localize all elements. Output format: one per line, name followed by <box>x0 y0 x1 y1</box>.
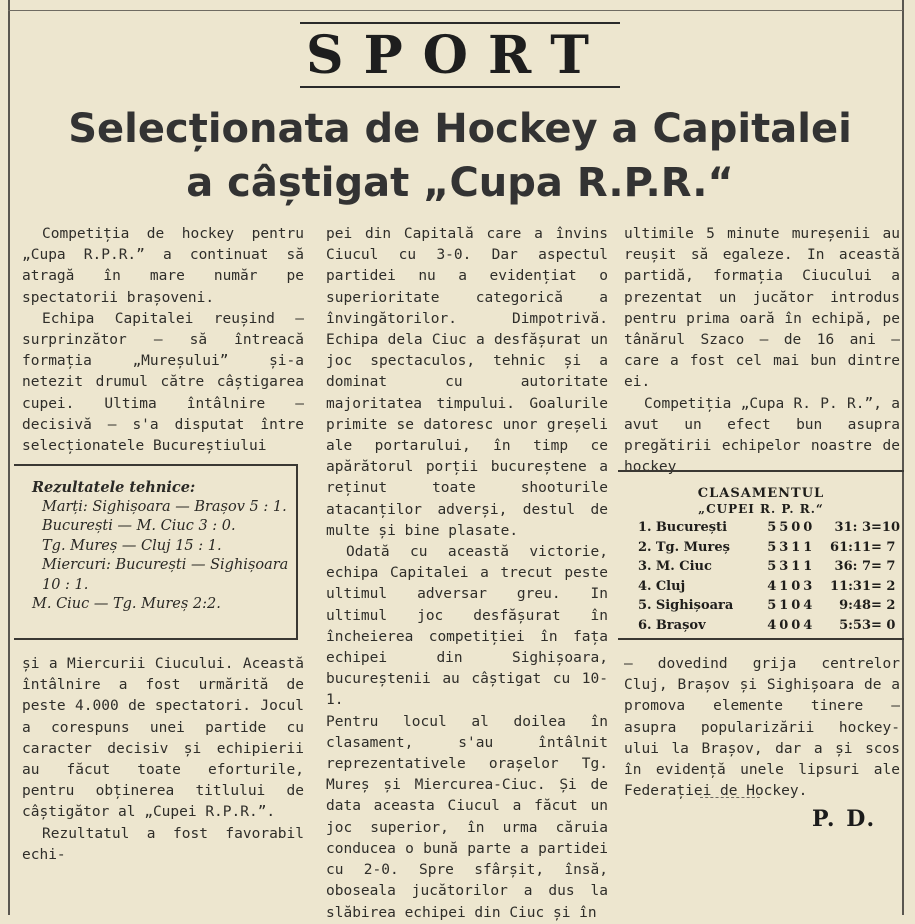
standings-cell-v: 0 <box>779 617 789 633</box>
top-rule <box>8 10 903 11</box>
results-box <box>14 464 298 640</box>
paragraph: ultimile 5 minute mureșenii au reușit să egaleze. In această partidă, formația Ciucului a prezentat un jucător introdus pentru prima oară în echipă, pe tânărul Szaco — de 16 ani — care a fost cel mai bun dintre ei. <box>624 226 900 391</box>
result-line: Tg. Mureș — Cluj 15 : 1. <box>42 537 222 554</box>
signature-dash <box>700 797 760 799</box>
standings-row <box>638 538 900 558</box>
standings-row <box>638 596 900 616</box>
standings-cell-v: 5 <box>779 520 789 536</box>
result-line: București — M. Ciuc 3 : 0. <box>42 518 236 534</box>
standings-cell-j: 5 <box>767 539 777 555</box>
standings-cell-team: Brașov <box>655 617 706 633</box>
standings-cell-v: 1 <box>779 578 789 594</box>
standings-subtitle: „CUPEI R. P. R.“ <box>698 502 824 516</box>
paragraph: și a Miercurii Ciucului. Această întâlnire a fost urmărită de peste 4.000 de spectatori. Jocul a corespuns unei partide cu caracter decisiv și echipierii au făcut toate eforturile, pentru obținerea titlului de câștigător al „Cupei R.P.R.”. <box>22 656 304 821</box>
result-line: Marți: Sighișoara — Brașov 5 : 1. <box>42 498 287 515</box>
standings-cell-team: București <box>655 520 728 536</box>
standings-cell-pts: 2 <box>886 598 896 614</box>
standings-cell-pts: 7 <box>886 559 896 575</box>
page-border-left <box>8 0 10 915</box>
standings-cell-goals: 5:53= <box>839 617 882 633</box>
standings-cell-pts: 7 <box>886 539 896 555</box>
paragraph: Echipa Capitalei reușind — surprinzător — să întreacă formația „Mureșului” și-a netezit drumul către câștigarea cupei. Ultima întâlnire — decisivă — s'a disputat între selecționatele Bucureștiului <box>22 310 304 455</box>
standings-box <box>618 470 904 640</box>
standings-cell-i: 1 <box>803 539 813 555</box>
standings-cell-goals: 31: 3= <box>834 520 882 536</box>
standings-cell-v: 1 <box>779 598 789 614</box>
standings-cell-pts: 0 <box>886 617 896 633</box>
standings-cell-j: 4 <box>767 617 777 633</box>
standings-table <box>638 518 900 635</box>
paragraph: Pentru locul al doilea în clasament, s'au întâlnit reprezentativele orașelor Tg. Mureș și Miercurea-Ciuc. Și de data aceasta Ciucul a făcut un joc superior, în urma căruia conducea o bună parte a partidei cu 2-0. Spre sfârșit, însă, oboseala jucătorilor a dus la slăbirea echipei din Ciuc și în <box>326 713 608 921</box>
standings-cell-goals: 9:48= <box>839 598 882 614</box>
standings-cell-e: 0 <box>791 578 801 594</box>
standings-cell-goals: 11:31= <box>830 578 882 594</box>
standings-cell-e: 0 <box>791 617 801 633</box>
standings-cell-i: 4 <box>803 598 813 614</box>
paragraph: Rezultatul a fost favorabil echi- <box>22 825 304 863</box>
standings-row <box>638 518 900 538</box>
standings-cell-i: 3 <box>803 578 813 594</box>
paragraph: Odată cu această victorie, echipa Capitalei a trecut peste ultimul adversar greu. In ultimul joc desfășurat în încheierea competiției în fața echipei din Sighișoara, bucureștenii au câștigat cu 10-1. <box>326 544 608 709</box>
standings-cell-i: 1 <box>803 559 813 575</box>
standings-row <box>638 616 900 636</box>
standings-cell-team: M. Ciuc <box>655 559 712 575</box>
section-rule-top <box>300 22 620 24</box>
paragraph: Competiția „Cupa R. P. R.”, a avut un efect bun asupra pregătirii echipelor noastre de hockey <box>624 395 900 476</box>
standings-cell-j: 4 <box>767 578 777 594</box>
standings-cell-v: 3 <box>779 539 789 555</box>
page-border-right <box>902 0 904 915</box>
paragraph: — dovedind grija centrelor Cluj, Brașov și Sighișoara de a promova elemente tinere — asupra popularizării hockey-ului la Brașov, dar a și scos în evidență unele lipsuri ale Federației de Hockey. <box>624 656 900 800</box>
result-line: Miercuri: București — Sighișoara 10 : 1. <box>42 557 289 593</box>
standings-cell-e: 1 <box>791 559 801 575</box>
standings-cell-pos: 2. <box>638 539 652 555</box>
article-headline <box>20 102 900 210</box>
standings-cell-pts: 2 <box>886 578 896 594</box>
standings-cell-e: 0 <box>791 598 801 614</box>
column-1-top <box>22 224 304 457</box>
standings-cell-e: 0 <box>791 520 801 536</box>
standings-row <box>638 577 900 597</box>
standings-cell-e: 1 <box>791 539 801 555</box>
standings-cell-i: 0 <box>803 520 813 536</box>
standings-cell-j: 5 <box>767 559 777 575</box>
section-rule-bottom <box>300 86 620 88</box>
standings-cell-v: 3 <box>779 559 789 575</box>
column-3-bottom <box>624 654 900 802</box>
column-3-top <box>624 224 900 478</box>
standings-cell-team: Cluj <box>655 578 686 594</box>
standings-cell-pos: 5. <box>638 598 652 614</box>
standings-cell-pos: 3. <box>638 559 652 575</box>
standings-title: CLASAMENTUL <box>697 486 825 501</box>
standings-cell-j: 5 <box>767 520 777 536</box>
standings-cell-goals: 36: 7= <box>834 559 882 575</box>
standings-cell-pos: 1. <box>638 520 652 536</box>
author-signature: P. D. <box>812 806 877 832</box>
result-line: M. Ciuc — Tg. Mureș 2:2. <box>32 596 221 612</box>
headline-line-2: a câștigat „Cupa R.P.R.“ <box>186 160 734 206</box>
section-title: SPORT <box>306 25 609 86</box>
standings-cell-i: 4 <box>803 617 813 633</box>
standings-cell-team: Tg. Mureș <box>655 539 730 555</box>
standings-cell-pos: 4. <box>638 578 652 594</box>
standings-cell-team: Sighișoara <box>655 598 734 614</box>
standings-row <box>638 557 900 577</box>
headline-line-1: Selecționata de Hockey a Capitalei <box>68 106 852 152</box>
standings-cell-j: 5 <box>767 598 777 614</box>
results-title: Rezultatele tehnice: <box>32 479 196 496</box>
standings-cell-goals: 61:11= <box>830 539 882 555</box>
column-2 <box>326 224 608 924</box>
standings-cell-pts: 10 <box>881 520 900 536</box>
paragraph: pei din Capitală care a învins Ciucul cu 3-0. Dar aspectul partidei nu a evidențiat o superioritate categorică a învingătorilor. Dimpotrivă. Echipa dela Ciuc a desfășurat un joc spectaculos, tehnic și a dominat cu autoritate majoritatea timpului. Goalurile primite se datoresc unor greșeli ale portarului, în timp ce apărătorul porții bucureștene a reținut toate shooturile atacanților adverși, destul de multe și bine plasate. <box>326 226 608 539</box>
paragraph: Competiția de hockey pentru „Cupa R.P.R.” a continuat să atragă în mare număr pe spectatorii brașoveni. <box>22 226 304 306</box>
column-1-bottom <box>22 654 304 866</box>
standings-cell-pos: 6. <box>638 617 652 633</box>
